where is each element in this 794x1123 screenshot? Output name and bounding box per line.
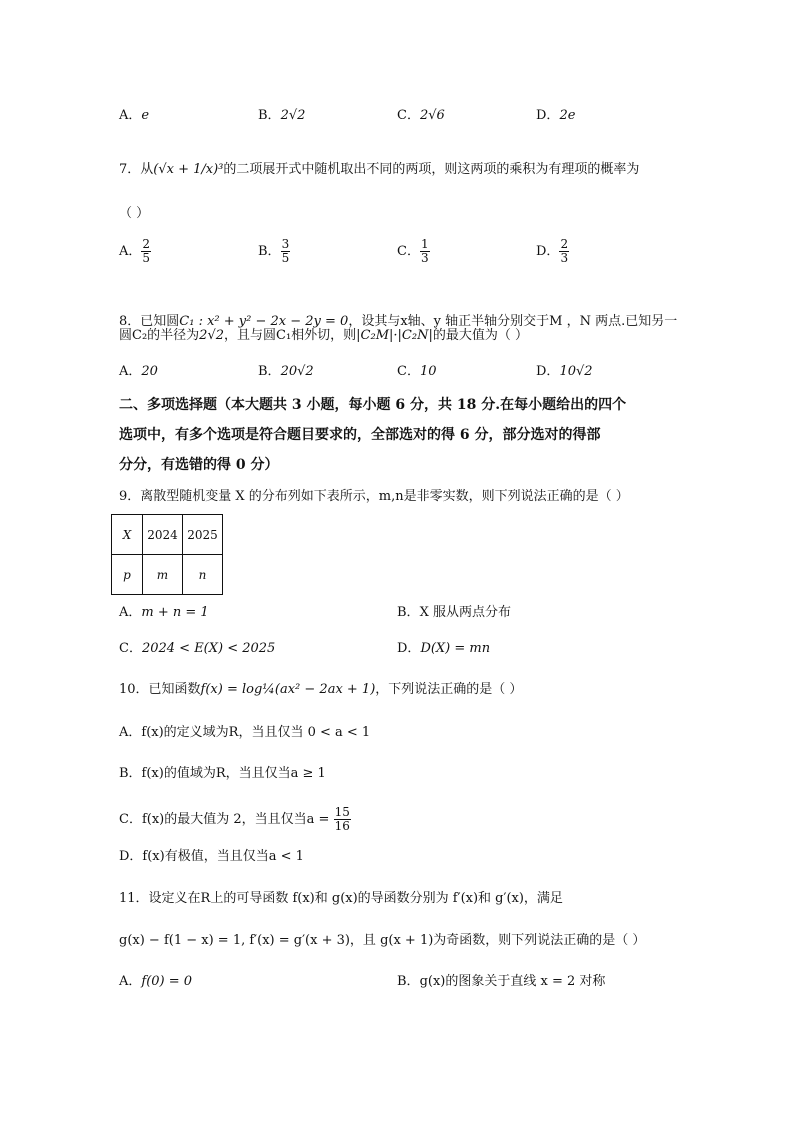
q7-option-b: B． $\frac{3}{5}$	[258, 237, 290, 265]
table-cell: m	[143, 555, 183, 595]
q11-option-b: B．g(x)的图象关于直线 x = 2 对称	[397, 974, 606, 989]
table-cell: p	[112, 555, 143, 595]
q10-option-d: D．f(x)有极值，当且仅当a < 1	[119, 849, 304, 864]
q9-option-c: C．2024 < E(X) < 2025	[119, 641, 276, 656]
q7-stem: 7．从(√x + 1/x)³的二项展开式中随机取出不同的两项，则这两项的乘积为有理项的概率为	[119, 162, 640, 177]
q6-option-d: D．2e	[536, 108, 576, 123]
q10-option-a: A．f(x)的定义域为R，当且仅当 0 < a < 1	[119, 725, 371, 740]
q9-stem: 9．离散型随机变量 X 的分布列如下表所示，m,n是非零实数，则下列说法正确的是（ ）	[119, 489, 629, 504]
section2-heading-line2: 选项中，有多个选项是符合题目要求的，全部选对的得 6 分，部分选对的得部	[119, 427, 601, 443]
q7-option-a: A． $\frac{2}{5}$	[119, 237, 151, 265]
q8-option-c: C．10	[397, 364, 437, 379]
table-cell: X	[112, 515, 143, 555]
q7-option-d: D． $\frac{2}{3}$	[536, 237, 569, 265]
q8-option-b: B．20√2	[258, 364, 314, 379]
q10-stem: 10．已知函数f(x) = log¼(ax² − 2ax + 1)，下列说法正确的是（ ）	[119, 682, 523, 697]
q10-function: f(x) = log¼(ax² − 2ax + 1)	[200, 682, 376, 697]
q9-option-d: D．D(X) = mn	[397, 641, 491, 656]
table-cell: 2025	[183, 515, 223, 555]
q7-expression: (√x + 1/x)³	[153, 162, 224, 177]
q8-option-d: D．10√2	[536, 364, 593, 379]
q9-distribution-table	[111, 514, 223, 595]
section2-heading-line3: 分分，有选错的得 0 分）	[119, 457, 279, 473]
q9-option-a: A．m + n = 1	[119, 605, 209, 620]
table-cell: n	[183, 555, 223, 595]
q11-stem-line1: 11．设定义在R上的可导函数 f(x)和 g(x)的导函数分别为 f′(x)和 g′(x)，满足	[119, 891, 563, 906]
q10-option-b: B．f(x)的值域为R，当且仅当a ≥ 1	[119, 766, 326, 781]
q9-option-b: B．X 服从两点分布	[397, 605, 511, 620]
q8-stem-line1: 8．已知圆C₁ : x² + y² − 2x − 2y = 0，设其与x轴、y 轴正半轴分别交于M ，N 两点.已知另一	[119, 314, 678, 329]
q8-option-a: A．20	[119, 364, 158, 379]
q10-option-c: C．f(x)的最大值为 2，当且仅当a = $\frac{15}{16}$	[119, 805, 350, 833]
section2-heading-line1: 二、多项选择题（本大题共 3 小题，每小题 6 分，共 18 分.在每小题给出的四个	[119, 397, 627, 413]
table-row	[112, 555, 223, 595]
table-cell: 2024	[143, 515, 183, 555]
q11-stem-line2: g(x) − f(1 − x) = 1, f′(x) = g′(x + 3)，且 g(x + 1)为奇函数，则下列说法正确的是（ ）	[119, 933, 646, 948]
q6-option-c: C．2√6	[397, 108, 445, 123]
q6-option-a: A．e	[119, 108, 150, 123]
q6-option-b: B．2√2	[258, 108, 306, 123]
q7-paren: （ ）	[119, 206, 150, 221]
table-row	[112, 515, 223, 555]
q8-stem-line2: 圆C₂的半径为2√2，且与圆C₁相外切，则|C₂M|·|C₂N|的最大值为（ ）	[119, 328, 528, 343]
q7-option-c: C． $\frac{1}{3}$	[397, 237, 429, 265]
q11-option-a: A．f(0) = 0	[119, 974, 193, 989]
